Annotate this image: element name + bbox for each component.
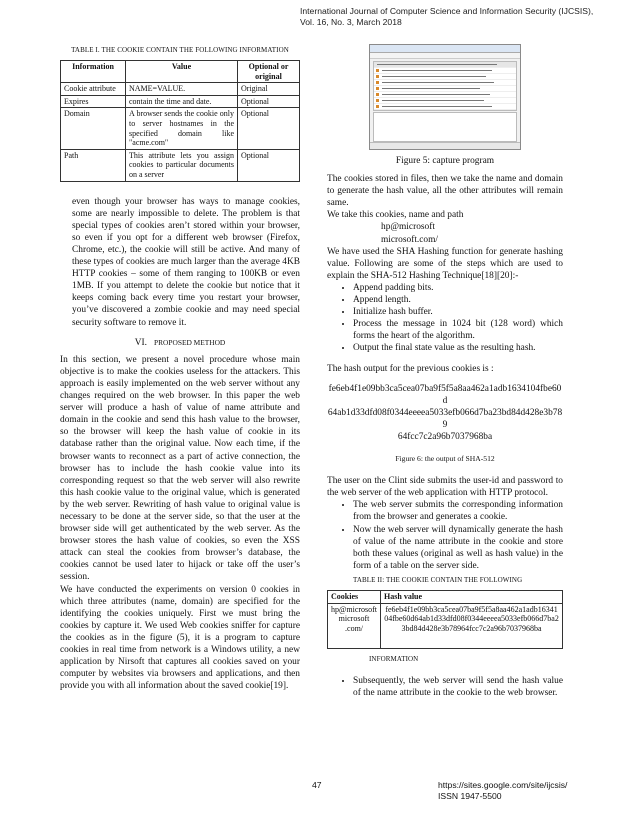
- right-column: [327, 44, 563, 699]
- table-row: [61, 149, 300, 181]
- table-row: [61, 95, 300, 108]
- journal-volume: Vol. 16, No. 3, March 2018: [300, 17, 402, 27]
- name-example: hp@microsoft: [381, 222, 435, 233]
- hash-line: 64fcc7c2a96b7037968ba: [397, 431, 493, 442]
- table-header-row: [328, 591, 563, 604]
- section-title: PROPOSED METHOD: [154, 337, 226, 347]
- sha-paragraph: We have used the SHA Hashing function for generate hashing value. Following are some of the steps which are used to explain the SHA-512 Hashing Technique[18][20]:-: [327, 246, 563, 281]
- table-cell: Domain: [61, 108, 126, 149]
- footer-info: [438, 780, 567, 802]
- table-header: Information: [61, 61, 126, 83]
- table-cell: contain the time and date.: [126, 95, 238, 108]
- window-statusbar: [370, 142, 520, 149]
- cookie-info-table: [60, 60, 300, 182]
- proposed-method-paragraph: In this section, we present a novel procedure whose main objective is to make the cookies useless for the attackers. This approach is easily implemented on the web server without any changes required on the web browser. In this paper the web server will produce a hash of value of name attribute and domain in the cookie and send this hash value to the browser, so the browser will keep the hash value of cookie in its database rather than the original value. Now each time, if the browser wants to reconnect as a part of active connection, the browser has to include the hash cookie value into its corresponding request so that the web server will also rewrite this hash cookie value to the original value, which is generated by the web server. Rewriting of hash value to original value is necessary to be done at the server side, so that the user at the browser side will get authenticated by the web server. As the browser stores the hash value of cookies, so even the XSS attack can steal the cookies from browser’s database, the cookies cannot be used later to hijack or take off the user’s session.: [60, 354, 300, 583]
- zombie-cookie-paragraph: even though your browser has ways to manage cookies, some are nearly impossible to delete. The problem is that special types of cookies aren’t stored within your browser, so even if you opt for a different web browser (Firefox, Chrome, etc.), the cookie will still be active. And many of these types of cookies are much larger than the average 4KB HTTP cookies – some of them ranging to 100KB or even 1MB. If you attempt to delete the cookie but notice that it keeps coming back every time you restart your browser, you’ve discovered a zombie cookie and may need special security software to remove it.: [72, 196, 300, 328]
- list-item: • Now the web server will dynamically generate the hash of value of the name attribute in the cookie and store both these values (original as well as hash value) in the form of a table on the server side.: [353, 524, 563, 572]
- table-cell: Cookie attribute: [61, 83, 126, 96]
- list-item: • The web server submits the corresponding information from the browser and generates a cookie.: [353, 499, 563, 523]
- table-cell: This attribute lets you assign cookies to particular documents on a server: [126, 149, 238, 181]
- table-cell: Expires: [61, 95, 126, 108]
- list-item: • Append length.: [353, 294, 563, 306]
- table-header: Value: [126, 61, 238, 83]
- server-steps-list: [327, 499, 563, 572]
- list-item: • Append padding bits.: [353, 282, 563, 294]
- final-steps-list: [327, 675, 563, 699]
- cookie-storage-paragraph: The cookies stored in files, then we take the name and domain to generate the hash value, all the other attributes will remain same.: [327, 174, 563, 209]
- table-cell: hp@microsoft microsoft .com/: [328, 603, 381, 648]
- name-path-paragraph: We take this cookies, name and path: [327, 210, 464, 221]
- table-cell: fe6eb4f1e09bb3ca5cea07ba9f5f5a8aa462a1adb1634104fbe60d64ab1d33dfd08f0344eeeea5033efb066d7ba23bd84d428e3b78964fcc7c2a96b7037968ba: [381, 603, 563, 648]
- hash-line: 64ab1d33dfd08f0344eeeea5033efb066d7ba23bd84d428e3b789: [327, 407, 563, 430]
- table-row: [61, 108, 300, 149]
- table-cell: Original: [238, 83, 300, 96]
- table-cell: Optional: [238, 149, 300, 181]
- figure5-caption: Figure 5: capture program: [395, 156, 495, 166]
- path-example: microsoft.com/: [381, 234, 439, 245]
- figure6-caption: Figure 6: the output of SHA-512: [395, 454, 495, 464]
- table2-caption: TABLE II: THE COOKIE CONTAIN THE FOLLOWING: [353, 575, 523, 584]
- table-row: [61, 83, 300, 96]
- table-cell: Path: [61, 149, 126, 181]
- list-item: • Initialize hash buffer.: [353, 306, 563, 318]
- footer-issn: ISSN 1947-5500: [438, 791, 502, 801]
- table-header: Hash value: [381, 591, 563, 604]
- list-item: • Process the message in 1024 bit (128 word) which forms the heart of the algorithm.: [353, 318, 563, 342]
- hash-line: fe6eb4f1e09bb3ca5cea07ba9f5f5a8aa462a1adb1634104fbe60d: [328, 383, 562, 406]
- table-cell: NAME=VALUE.: [126, 83, 238, 96]
- hash-output: [327, 383, 563, 443]
- cookie-hash-table: [327, 590, 563, 649]
- table-header: Cookies: [328, 591, 381, 604]
- table-cell: Optional: [238, 108, 300, 149]
- table-header: Optional or original: [238, 61, 300, 83]
- window-menubar: [370, 53, 520, 59]
- sha-steps-list: [327, 282, 563, 355]
- journal-title: International Journal of Computer Science and Information Security (IJCSIS),: [300, 6, 594, 16]
- user-submit-paragraph: The user on the Clint side submits the user-id and password to the web server of the web application with HTTP protocol.: [327, 476, 563, 499]
- table-row: [328, 603, 563, 648]
- list-item: • Output the final state value as the resulting hash.: [353, 342, 563, 354]
- footer-url: https://sites.google.com/site/ijcsis/: [438, 780, 568, 790]
- section-heading: [60, 337, 300, 349]
- cookie-sniffer-screenshot: [369, 44, 521, 150]
- left-column: [60, 44, 300, 692]
- section-number: VI.: [134, 337, 147, 348]
- table1-caption: TABLE I. THE COOKIE CONTAIN THE FOLLOWING INFORMATION: [71, 46, 289, 54]
- hash-intro: The hash output for the previous cookies is :: [327, 363, 494, 374]
- table2-caption-end: INFORMATION: [369, 654, 419, 663]
- cookie-detail-pane: [373, 112, 517, 142]
- experiment-paragraph: We have conducted the experiments on version 0 cookies in which three attributes (name, domain) are specified for the identifying the cookies uniquely. First we must bring the cookies by capture it. We used Web cookies sniffer for capture the cookies as in the figure (5), it is a program to capture cookies in real time from network is a Windows utility, a new application by Nirsoft that captures all cookies saved on your computer by websites via browsers and applications, and then provide you with all information about the saved cookie[19].: [60, 584, 300, 692]
- window-titlebar: [370, 45, 520, 53]
- table-header-row: [61, 61, 300, 83]
- table-cell: A browser sends the cookie only to server hostnames in the specified domain like "acme.com": [126, 108, 238, 149]
- table-cell: Optional: [238, 95, 300, 108]
- journal-header: [300, 6, 593, 28]
- list-item: • Subsequently, the web server will send the hash value of the name attribute in the cookie to the web browser.: [353, 675, 563, 699]
- page-number: 47: [312, 780, 322, 790]
- cookie-list-grid: [373, 61, 517, 111]
